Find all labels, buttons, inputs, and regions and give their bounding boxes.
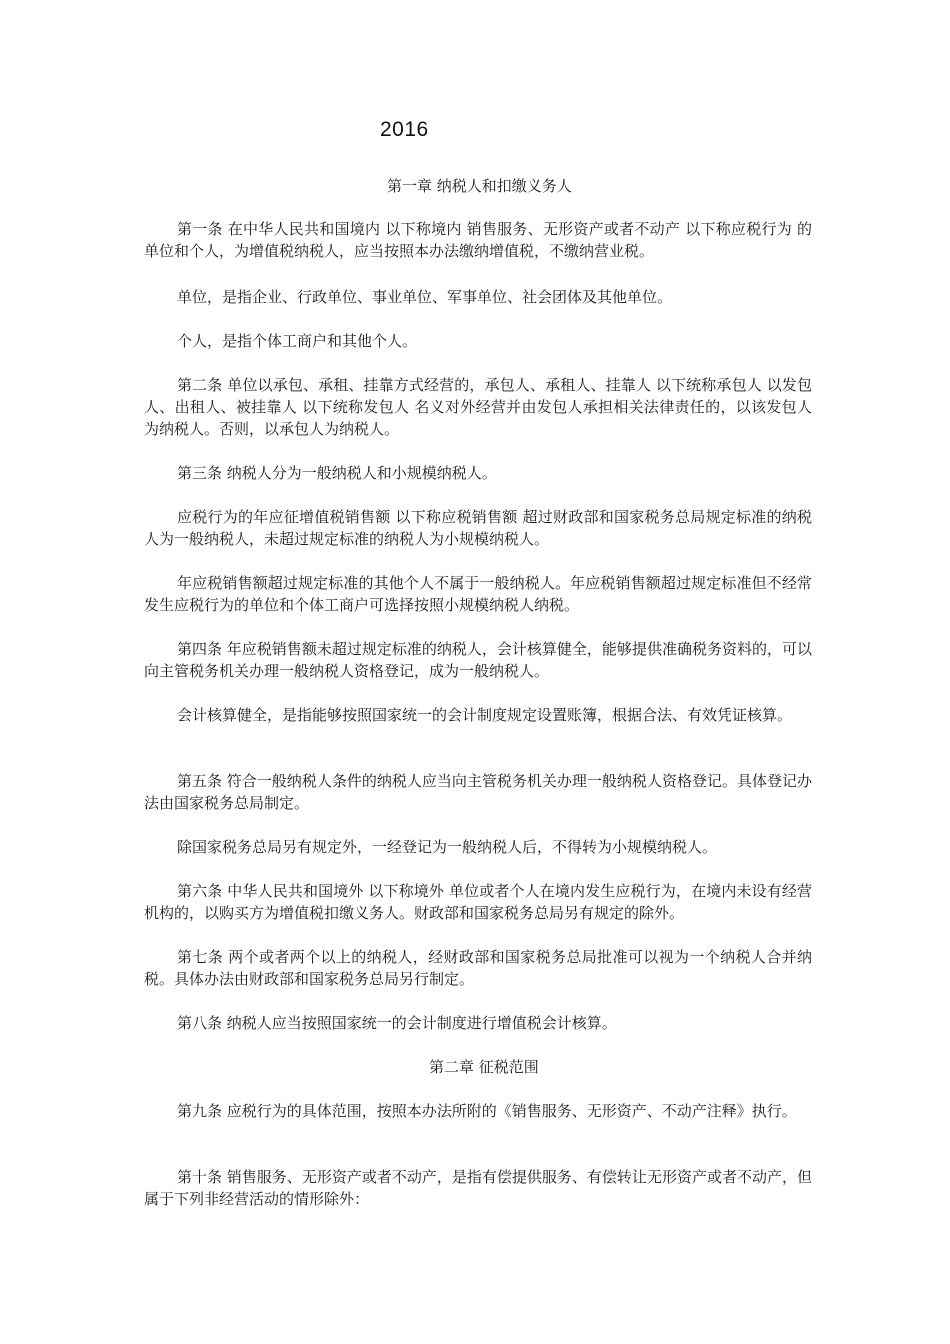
paragraph-accounting-sound: 会计核算健全，是指能够按照国家统一的会计制度规定设置账簿，根据合法、有效凭证核算。 (177, 706, 793, 724)
paragraph-article-1: 第一条 在中华人民共和国境内 以下称境内 销售服务、无形资产或者不动产 以下称应税行为 的单位和个人，为增值税纳税人，应当按照本办法缴纳增值税，不缴纳营业税。 (144, 220, 812, 260)
paragraph-unit-definition: 单位，是指企业、行政单位、事业单位、军事单位、社会团体及其他单位。 (177, 288, 673, 306)
paragraph-article-8: 第八条 纳税人应当按照国家统一的会计制度进行增值税会计核算。 (177, 1014, 617, 1032)
paragraph-article-3: 第三条 纳税人分为一般纳税人和小规模纳税人。 (177, 464, 497, 482)
paragraph-article-2: 第二条 单位以承包、承租、挂靠方式经营的，承包人、承租人、挂靠人 以下统称承包人 以发包人、出租人、被挂靠人 以下统称发包人 名义对外经营并由发包人承担相关法律责任的，以该发包人为纳税人。否则，以承包人为纳税人。 (144, 376, 812, 438)
paragraph-sales-threshold: 应税行为的年应征增值税销售额 以下称应税销售额 超过财政部和国家税务总局规定标准的纳税人为一般纳税人，未超过规定标准的纳税人为小规模纳税人。 (144, 508, 812, 548)
chapter-2-title: 第二章 征税范围 (429, 1058, 539, 1076)
paragraph-other-individuals: 年应税销售额超过规定标准的其他个人不属于一般纳税人。年应税销售额超过规定标准但不经常发生应税行为的单位和个体工商户可选择按照小规模纳税人纳税。 (144, 574, 812, 614)
paragraph-article-4: 第四条 年应税销售额未超过规定标准的纳税人，会计核算健全，能够提供准确税务资料的，可以向主管税务机关办理一般纳税人资格登记，成为一般纳税人。 (144, 640, 812, 680)
chapter-1-title: 第一章 纳税人和扣缴义务人 (387, 177, 572, 195)
paragraph-article-10: 第十条 销售服务、无形资产或者不动产，是指有偿提供服务、有偿转让无形资产或者不动产，但属于下列非经营活动的情形除外： (144, 1168, 812, 1208)
paragraph-article-7: 第七条 两个或者两个以上的纳税人，经财政部和国家税务总局批准可以视为一个纳税人合并纳税。具体办法由财政部和国家税务总局另行制定。 (144, 948, 812, 988)
document-year: 2016 (380, 118, 429, 141)
paragraph-article-6: 第六条 中华人民共和国境外 以下称境外 单位或者个人在境内发生应税行为，在境内未设有经营机构的，以购买方为增值税扣缴义务人。财政部和国家税务总局另有规定的除外。 (144, 882, 812, 922)
paragraph-article-5: 第五条 符合一般纳税人条件的纳税人应当向主管税务机关办理一般纳税人资格登记。具体登记办法由国家税务总局制定。 (144, 772, 812, 812)
paragraph-individual-definition: 个人，是指个体工商户和其他个人。 (177, 332, 418, 350)
paragraph-article-9: 第九条 应税行为的具体范围，按照本办法所附的《销售服务、无形资产、不动产注释》执行。 (177, 1102, 797, 1120)
paragraph-registration-rule: 除国家税务总局另有规定外，一经登记为一般纳税人后，不得转为小规模纳税人。 (177, 838, 718, 856)
